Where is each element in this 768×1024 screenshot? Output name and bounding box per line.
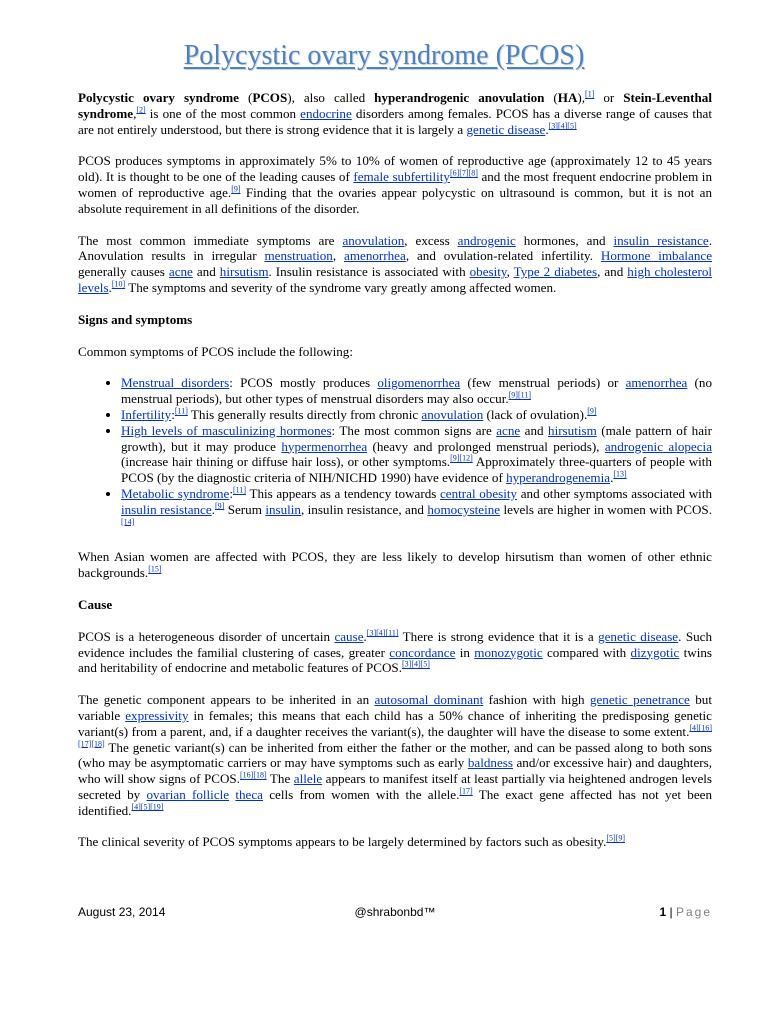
bold-term: PCOS xyxy=(252,90,288,105)
link-hormone-imbalance[interactable]: Hormone imbalance xyxy=(600,248,713,264)
link-cause[interactable]: cause xyxy=(334,628,364,644)
symptom-list xyxy=(78,375,712,533)
text: This appears as a tendency towards xyxy=(246,485,440,501)
text: . xyxy=(363,628,367,644)
text: PCOS is a heterogeneous disorder of uncertain xyxy=(78,628,335,644)
text: Serum xyxy=(224,501,266,517)
link-anovulation[interactable]: anovulation xyxy=(421,406,484,422)
text: , xyxy=(332,248,345,264)
text: , and ovulation-related infertility. xyxy=(405,248,601,264)
text: is one of the most common xyxy=(145,105,301,121)
citation-link[interactable]: [11] xyxy=(174,406,188,416)
section-heading-signs: Signs and symptoms xyxy=(78,311,193,327)
citation-link[interactable]: [10] xyxy=(111,279,126,289)
citation-link[interactable]: [3][4][5] xyxy=(548,121,577,131)
text: (increase hair thining or diffuse hair loss), or other symptoms. xyxy=(121,454,451,470)
link-metabolic-syndrome[interactable]: Metabolic syndrome xyxy=(121,485,230,501)
text: . Anovulation results in irregular xyxy=(78,232,713,264)
list-item xyxy=(121,407,712,423)
link-high-cholesterol[interactable]: high cholesterol levels xyxy=(78,264,713,295)
link-hypermenorrhea[interactable]: hypermenorrhea xyxy=(281,438,368,454)
footer-date: August 23, 2014 xyxy=(78,905,166,919)
text: (male pattern of hair growth), but it may produce xyxy=(121,422,712,454)
text: cells from women with the allele. xyxy=(262,786,460,802)
link-acne[interactable]: acne xyxy=(168,264,193,280)
text: ( xyxy=(239,90,253,105)
text: ( xyxy=(544,90,558,105)
list-item xyxy=(121,423,712,486)
text: (lack of ovulation). xyxy=(483,406,588,422)
citation-link[interactable]: [9][11] xyxy=(508,390,531,400)
citation-link[interactable]: [4][16][17][18] xyxy=(78,723,712,749)
link-type-2-diabetes[interactable]: Type 2 diabetes xyxy=(513,264,598,280)
text: , xyxy=(506,264,514,280)
link-allele[interactable]: allele xyxy=(293,771,323,787)
text: : xyxy=(171,406,175,422)
citation-link[interactable]: [2] xyxy=(136,105,146,115)
article-body xyxy=(78,90,712,866)
text: in xyxy=(455,644,475,660)
text: and the most frequent endocrine problem in women of reproductive age. xyxy=(78,169,712,200)
bold-term: Polycystic ovary syndrome xyxy=(78,90,239,105)
link-masculinizing-hormones[interactable]: High levels of masculinizing hormones xyxy=(121,422,332,438)
text: compared with xyxy=(542,644,631,660)
link-menstrual-disorders[interactable]: Menstrual disorders xyxy=(121,375,230,391)
citation-link[interactable]: [9] xyxy=(587,406,597,416)
link-anovulation[interactable]: anovulation xyxy=(342,232,405,248)
intro-paragraph xyxy=(78,90,712,137)
prevalence-paragraph xyxy=(78,153,712,216)
section-heading-cause: Cause xyxy=(78,596,113,612)
text: PCOS produces symptoms in approximately 5% to 10% of women of reproductive age (approximately 12 to 45 years old). It is thought to be one of the leading causes of xyxy=(78,153,712,185)
citation-link[interactable]: [1] xyxy=(585,89,595,99)
text: ), xyxy=(577,90,586,105)
text: . Insulin resistance is associated with xyxy=(268,264,470,280)
text: , and xyxy=(597,264,628,280)
text: The genetic component appears to be inherited in an xyxy=(78,692,375,708)
link-central-obesity[interactable]: central obesity xyxy=(439,485,518,501)
link-menstruation[interactable]: menstruation xyxy=(264,248,333,264)
text: appears to manifest itself at least partially via heightened androgen levels secreted by xyxy=(78,771,713,802)
citation-link[interactable]: [4][5][19] xyxy=(131,802,164,812)
link-insulin-resistance[interactable]: insulin resistance xyxy=(121,501,212,517)
link-genetic-disease[interactable]: genetic disease xyxy=(466,121,546,137)
link-insulin[interactable]: insulin xyxy=(265,501,301,517)
text: The genetic variant(s) can be inherited from either the father or the mother, and can be passed along to both sons (who may be asymptomatic carriers or may have symptoms such as early xyxy=(78,739,712,771)
text: , excess xyxy=(404,232,458,248)
asian-women-paragraph xyxy=(78,549,712,581)
citation-link[interactable]: [3][4][11] xyxy=(366,628,399,638)
citation-link[interactable]: [13] xyxy=(613,469,627,479)
link-baldness[interactable]: baldness xyxy=(467,755,513,771)
link-hirsutism[interactable]: hirsutism xyxy=(548,422,597,438)
citation-link[interactable]: [9] xyxy=(231,184,241,194)
citation-link[interactable]: [9][12] xyxy=(450,453,473,463)
bold-term: HA xyxy=(557,90,578,105)
link-monozygotic[interactable]: monozygotic xyxy=(474,644,543,660)
link-androgenic-alopecia[interactable]: androgenic alopecia xyxy=(604,438,713,454)
text: , insulin resistance, and xyxy=(300,501,428,517)
text: and/or excessive hair) and daughters, who will show signs of PCOS. xyxy=(78,755,712,787)
text: . xyxy=(211,501,215,517)
text: generally causes xyxy=(78,264,169,280)
text: : xyxy=(229,485,234,501)
link-amenorrhea[interactable]: amenorrhea xyxy=(344,248,406,264)
text: disorders among females. PCOS has a diverse range of causes that are not entirely understood, but there is strong evidence that it is largely a xyxy=(78,105,712,137)
list-item xyxy=(121,486,712,533)
bold-term: Stein-Leventhal syndrome xyxy=(78,90,712,121)
link-female-subfertility[interactable]: female subfertility xyxy=(353,169,450,185)
text: in females; this means that each child has a 50% chance of inheriting the predisposing genetic variant(s) from a parent, and, if a daughter receives the variant(s), the daughter will have the disease to some extent. xyxy=(78,707,712,739)
text: ), also called xyxy=(287,90,375,105)
link-acne[interactable]: acne xyxy=(496,422,521,438)
text: : PCOS mostly produces xyxy=(229,375,378,391)
link-androgenic[interactable]: androgenic xyxy=(457,232,516,248)
link-oligomenorrhea[interactable]: oligomenorrhea xyxy=(377,375,461,391)
text: . xyxy=(610,470,614,486)
link-insulin-resistance[interactable]: insulin resistance xyxy=(613,232,709,248)
text: (heavy and prolonged menstrual periods), xyxy=(367,438,605,454)
citation-link[interactable]: [11] xyxy=(233,485,247,495)
citation-link[interactable]: [17] xyxy=(459,786,473,796)
link-obesity[interactable]: obesity xyxy=(469,264,507,280)
text: . xyxy=(545,121,549,137)
citation-link[interactable]: [15] xyxy=(148,564,162,574)
text: When Asian women are affected with PCOS, they are less likely to develop hirsutism than women of other ethnic backgrounds. xyxy=(78,549,712,581)
text: , xyxy=(133,105,137,121)
text: but variable xyxy=(78,692,712,723)
text: Finding that the ovaries appear polycystic on ultrasound is common, but it is not an absolute requirement in all definitions of the disorder. xyxy=(78,184,713,216)
cause-paragraph xyxy=(78,629,712,676)
citation-link[interactable]: [5][9] xyxy=(606,834,626,844)
text: fashion with high xyxy=(483,692,590,708)
link-concordance[interactable]: concordance xyxy=(389,644,456,660)
link-genetic-penetrance[interactable]: genetic penetrance xyxy=(589,692,690,708)
text: . Such evidence includes the familial clustering of cases, greater xyxy=(78,628,713,660)
citation-link[interactable]: [16][18] xyxy=(239,770,267,780)
text: The symptoms and severity of the syndrome vary greatly among affected women. xyxy=(125,279,557,295)
citation-link[interactable]: [6][7][8] xyxy=(449,168,478,178)
symptoms-intro: Common symptoms of PCOS include the following: xyxy=(78,343,353,359)
text: The exact gene affected has not yet been identified. xyxy=(78,786,713,818)
citation-link[interactable]: [9] xyxy=(214,501,225,511)
text: and other symptoms associated with xyxy=(517,485,713,501)
text: or xyxy=(594,90,624,105)
link-hirsutism[interactable]: hirsutism xyxy=(219,264,269,280)
citation-link[interactable]: [14] xyxy=(121,517,135,527)
page-separator: | xyxy=(669,905,673,919)
link-expressivity[interactable]: expressivity xyxy=(125,707,189,723)
text: and xyxy=(192,264,220,280)
page-number: 1 xyxy=(659,905,667,919)
genetics-paragraph xyxy=(78,692,712,818)
text: levels are higher in women with PCOS. xyxy=(500,501,712,517)
text: . xyxy=(108,279,112,295)
link-homocysteine[interactable]: homocysteine xyxy=(427,501,501,517)
link-infertility[interactable]: Infertility xyxy=(121,406,172,422)
text: The xyxy=(266,771,294,787)
citation-link[interactable]: [3][4][5] xyxy=(401,659,430,669)
link-theca[interactable]: theca xyxy=(235,786,263,802)
text: Approximately three-quarters of people with PCOS (by the diagnostic criteria of NIH/NICHD 1990) have evidence of xyxy=(121,454,712,486)
link-autosomal-dominant[interactable]: autosomal dominant xyxy=(374,692,484,708)
page-title: Polycystic ovary syndrome (PCOS) xyxy=(183,40,585,71)
text: and xyxy=(520,422,549,438)
link-ovarian-follicle[interactable]: ovarian follicle xyxy=(146,786,230,802)
list-item xyxy=(121,375,712,407)
text: (no menstrual periods), but other types of menstrual disorders may also occur. xyxy=(121,375,712,407)
text: hormones, and xyxy=(515,232,614,248)
link-hyperandrogenemia[interactable]: hyperandrogenemia xyxy=(506,470,611,486)
page-footer xyxy=(78,905,712,923)
link-endocrine[interactable]: endocrine xyxy=(300,105,352,121)
bold-term: hyperandrogenic anovulation xyxy=(374,90,545,105)
footer-page-number xyxy=(659,905,712,919)
symptoms-paragraph xyxy=(78,233,712,296)
text: This generally results directly from chronic xyxy=(187,406,422,422)
text: There is strong evidence that it is a xyxy=(398,628,599,644)
link-dizygotic[interactable]: dizygotic xyxy=(630,644,680,660)
link-genetic-disease[interactable]: genetic disease xyxy=(598,628,679,644)
text: (few menstrual periods) or xyxy=(460,375,626,391)
text: The most common immediate symptoms are xyxy=(78,232,343,248)
text: The clinical severity of PCOS symptoms appears to be largely determined by factors such as obesity. xyxy=(78,834,607,850)
text: : The most common signs are xyxy=(331,422,497,438)
link-amenorrhea[interactable]: amenorrhea xyxy=(625,375,688,391)
page-label: Page xyxy=(675,905,712,919)
text: twins and heritability of endocrine and metabolic features of PCOS. xyxy=(78,644,712,676)
severity-paragraph xyxy=(78,834,712,850)
footer-author: @shrabonbd™ xyxy=(354,905,436,919)
